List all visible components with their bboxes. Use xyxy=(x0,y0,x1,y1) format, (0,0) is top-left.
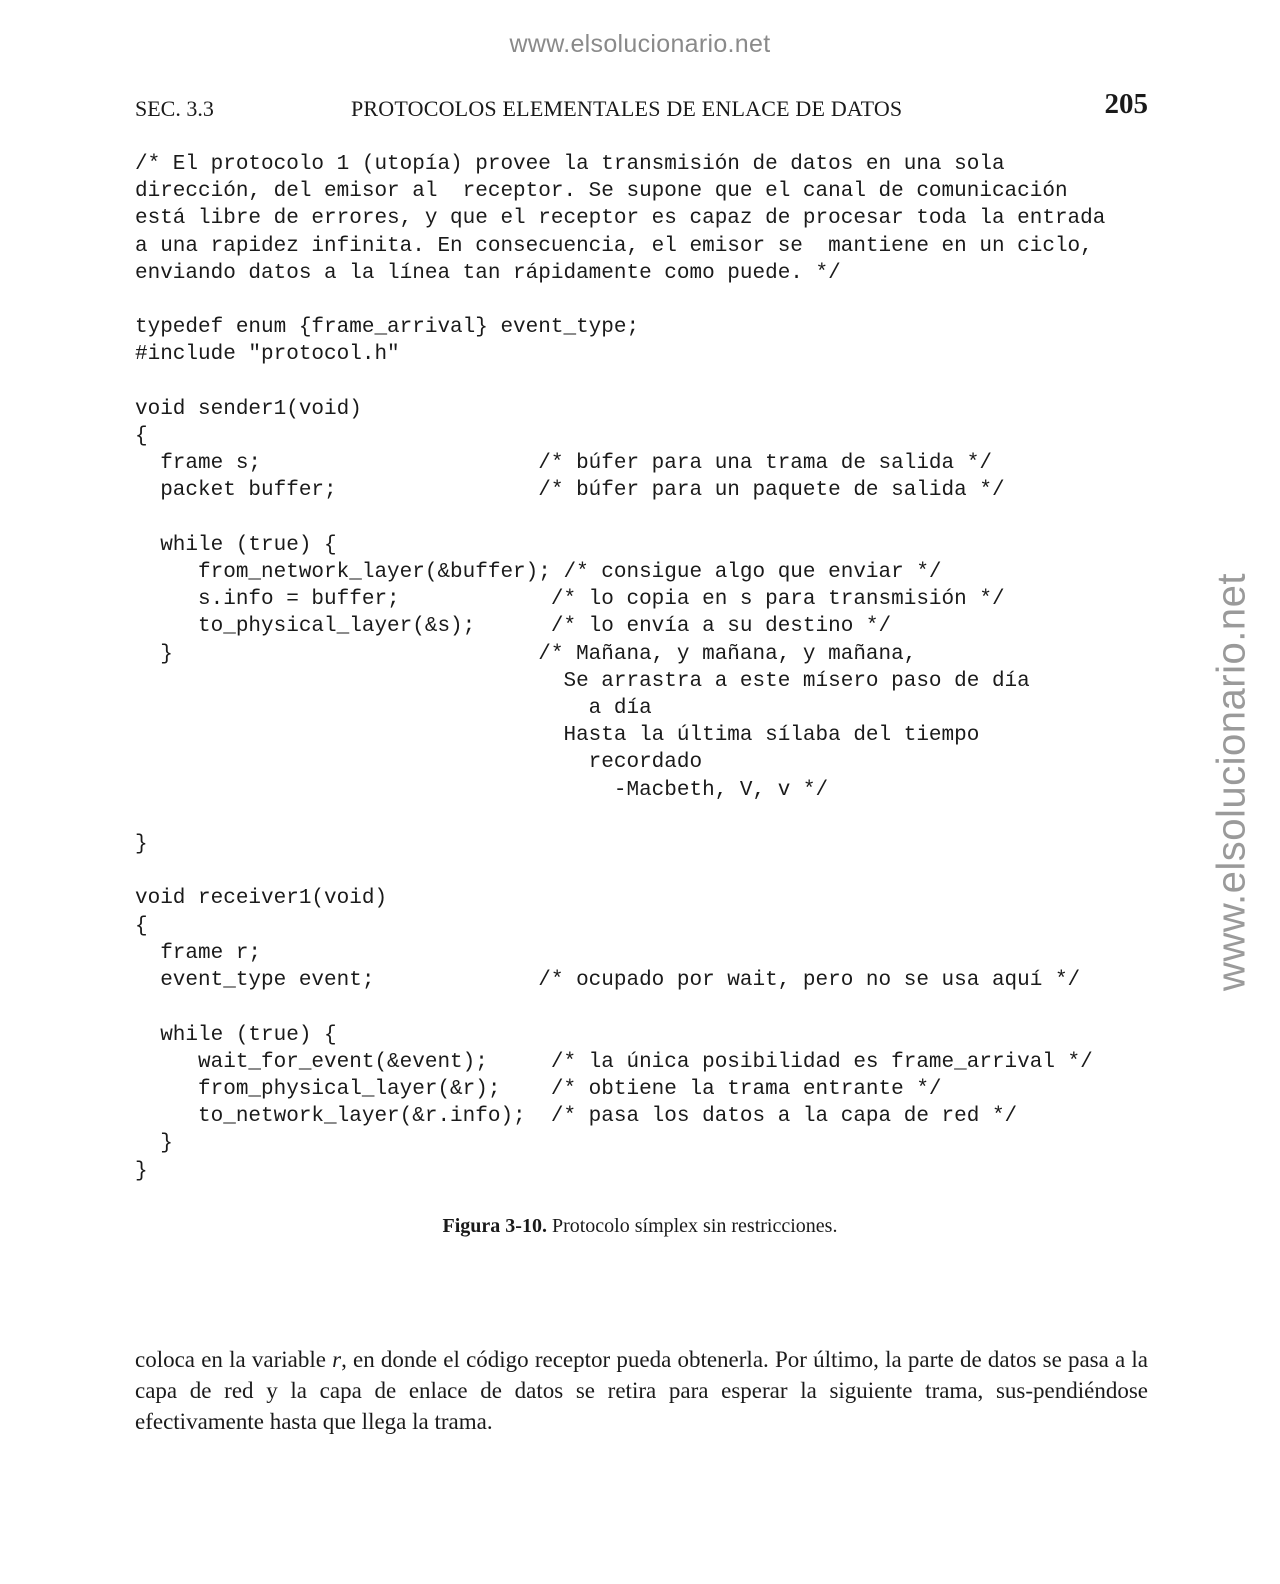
code-line: while (true) { xyxy=(135,1023,337,1047)
code-line: void sender1(void) xyxy=(135,397,362,421)
code-line: { xyxy=(135,425,148,449)
code-line: frame s; /* búfer para una trama de salida */ xyxy=(135,452,992,476)
code-line: Se arrastra a este mísero paso de día xyxy=(135,669,1030,693)
code-line: wait_for_event(&event); /* la única posibilidad es frame_arrival */ xyxy=(135,1050,1093,1074)
chapter-title: PROTOCOLOS ELEMENTALES DE ENLACE DE DATOS xyxy=(351,96,903,121)
code-line: Hasta la última sílaba del tiempo xyxy=(135,724,980,748)
code-line: } xyxy=(135,833,148,857)
figure-caption xyxy=(0,1215,1280,1238)
body-text-rest: , en donde el código receptor pueda obtenerla. Por último, la parte de datos se pasa a la capa de red y la capa de enlace de datos se retira para esperar la siguiente trama, sus-pendiéndose efectivamente hasta que llega la trama. xyxy=(135,1347,1148,1434)
running-head xyxy=(135,88,1148,128)
code-line: packet buffer; /* búfer para un paquete de salida */ xyxy=(135,479,1005,503)
code-line: /* El protocolo 1 (utopía) provee la transmisión de datos en una sola xyxy=(135,153,1005,176)
code-line: dirección, del emisor al receptor. Se supone que el canal de comunicación xyxy=(135,180,1068,204)
variable-r: r xyxy=(332,1347,342,1372)
code-line: recordado xyxy=(135,751,703,775)
code-line: event_type event; /* ocupado por wait, pero no se usa aquí */ xyxy=(135,969,1081,993)
watermark-side: www.elsolucionario.net xyxy=(1209,573,1254,991)
figure-title: Protocolo símplex sin restricciones. xyxy=(551,1215,838,1237)
code-line: } /* Mañana, y mañana, y mañana, xyxy=(135,642,917,666)
watermark-top: www.elsolucionario.net xyxy=(509,30,771,58)
body-paragraph xyxy=(135,1344,1148,1437)
code-line: -Macbeth, V, v */ xyxy=(135,778,829,802)
code-line: while (true) { xyxy=(135,533,337,557)
code-line: from_physical_layer(&r); /* obtiene la trama entrante */ xyxy=(135,1077,942,1101)
code-line: { xyxy=(135,914,148,938)
code-line: } xyxy=(135,1159,148,1183)
code-line: frame r; xyxy=(135,941,262,965)
code-listing xyxy=(135,151,1105,1185)
code-line: enviando datos a la línea tan rápidamente como puede. */ xyxy=(135,261,841,285)
body-text-start: coloca en la variable xyxy=(135,1347,333,1372)
code-line: #include "protocol.h" xyxy=(135,343,400,367)
code-line: } xyxy=(135,1132,173,1156)
code-line: void receiver1(void) xyxy=(135,887,388,911)
code-line: s.info = buffer; /* lo copia en s para transmisión */ xyxy=(135,588,1005,612)
section-number: SEC. 3.3 xyxy=(135,96,214,121)
code-line: a día xyxy=(135,697,652,721)
code-line: from_network_layer(&buffer); /* consigue algo que enviar */ xyxy=(135,561,942,585)
code-line: to_physical_layer(&s); /* lo envía a su destino */ xyxy=(135,615,892,639)
code-line: to_network_layer(&r.info); /* pasa los datos a la capa de red */ xyxy=(135,1105,1018,1129)
code-line: a una rapidez infinita. En consecuencia, el emisor se mantiene en un ciclo, xyxy=(135,234,1093,258)
code-line: typedef enum {frame_arrival} event_type; xyxy=(135,316,640,340)
code-line: está libre de errores, y que el receptor es capaz de procesar toda la entrada xyxy=(135,207,1106,231)
figure-label: Figura 3-10. xyxy=(442,1215,547,1237)
page-number: 205 xyxy=(1104,88,1148,120)
